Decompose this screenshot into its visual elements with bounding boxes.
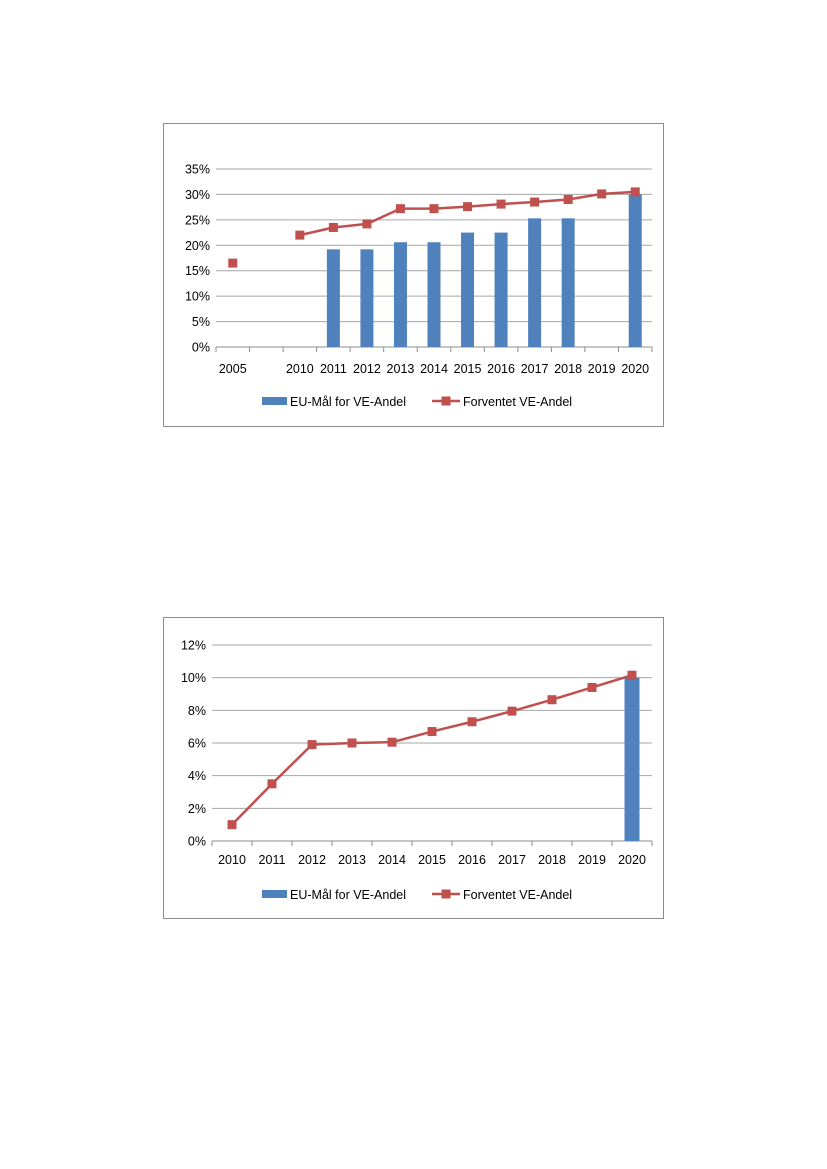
- line-point: [396, 204, 405, 213]
- x-tick-label: 2010: [285, 362, 314, 376]
- x-tick-label: 2015: [418, 853, 446, 867]
- x-tick-label: 2018: [538, 853, 566, 867]
- line-point: [588, 683, 597, 692]
- legend-bar-swatch: [262, 397, 287, 405]
- bar: [360, 249, 373, 347]
- legend-line-label: Forventet VE-Andel: [463, 888, 573, 902]
- x-tick-label: 2020: [618, 853, 646, 867]
- chart-2-svg: [164, 618, 663, 918]
- line-point: [530, 198, 539, 207]
- chart-expected-ve-share-transport: [163, 617, 664, 919]
- x-tick-label: 2011: [319, 362, 347, 376]
- y-tick-label: 20%: [184, 238, 210, 253]
- chart-expected-ve-share-total: [163, 123, 664, 427]
- x-tick-label: 2012: [298, 853, 326, 867]
- y-tick-label: 8%: [187, 703, 206, 718]
- x-tick-label: 2013: [386, 362, 415, 376]
- line-point: [228, 820, 237, 829]
- line-point: [348, 739, 357, 748]
- y-tick-label: 0%: [191, 340, 210, 355]
- x-tick-label: 2016: [487, 362, 515, 376]
- x-tick-label: 2014: [378, 853, 406, 867]
- series-line: [232, 675, 632, 824]
- y-tick-label: 2%: [187, 801, 206, 816]
- line-point: [597, 189, 606, 198]
- legend-line-label: Forventet VE-Andel: [463, 395, 573, 409]
- y-tick-label: 12%: [180, 638, 206, 653]
- line-point: [308, 740, 317, 749]
- x-tick-label: 2019: [587, 362, 616, 376]
- y-tick-label: 6%: [187, 736, 206, 751]
- line-point: [631, 187, 640, 196]
- legend-bar-swatch: [262, 890, 287, 898]
- line-point: [388, 738, 397, 747]
- x-tick-label: 2016: [458, 853, 486, 867]
- x-tick-label: 2010: [218, 853, 246, 867]
- x-tick-label: 2019: [578, 853, 606, 867]
- x-tick-label: 2017: [498, 853, 526, 867]
- y-tick-label: 4%: [187, 769, 206, 784]
- y-tick-label: 25%: [184, 213, 210, 228]
- x-tick-label: 2014: [420, 362, 448, 376]
- y-tick-label: 30%: [184, 187, 210, 202]
- y-tick-label: 15%: [184, 264, 210, 279]
- x-tick-label: 2005: [218, 362, 247, 376]
- y-tick-label: 5%: [191, 315, 210, 330]
- bar: [625, 678, 640, 841]
- bar: [562, 218, 575, 347]
- x-tick-label: 2011: [258, 853, 286, 867]
- bar: [428, 242, 441, 347]
- y-tick-label: 10%: [180, 671, 206, 686]
- x-tick-label: 2015: [453, 362, 482, 376]
- y-tick-label: 10%: [184, 289, 210, 304]
- line-point: [428, 727, 437, 736]
- x-tick-label: 2012: [353, 362, 381, 376]
- bar: [394, 242, 407, 347]
- chart-1-svg: [164, 124, 663, 426]
- bar: [629, 194, 642, 347]
- bar: [327, 249, 340, 347]
- line-point: [564, 195, 573, 204]
- line-point: [497, 200, 506, 209]
- x-tick-label: 2020: [621, 362, 650, 376]
- legend-line-marker: [442, 397, 451, 406]
- y-tick-label: 35%: [184, 162, 210, 177]
- x-tick-label: 2013: [338, 853, 366, 867]
- x-tick-label: 2018: [554, 362, 583, 376]
- legend-bar-label: EU-Mål for VE-Andel: [290, 395, 407, 409]
- bar: [495, 233, 508, 347]
- bar: [461, 233, 474, 347]
- series-line: [300, 192, 635, 235]
- line-point: [329, 223, 338, 232]
- line-point: [228, 259, 237, 268]
- line-point: [548, 695, 557, 704]
- line-point: [463, 202, 472, 211]
- legend-bar-label: EU-Mål for VE-Andel: [290, 888, 407, 902]
- line-point: [430, 204, 439, 213]
- line-point: [468, 717, 477, 726]
- legend-line-marker: [442, 890, 451, 899]
- x-tick-label: 2017: [520, 362, 549, 376]
- line-point: [508, 707, 517, 716]
- y-tick-label: 0%: [187, 834, 206, 849]
- line-point: [362, 219, 371, 228]
- bar: [528, 218, 541, 347]
- line-point: [295, 231, 304, 240]
- line-point: [268, 779, 277, 788]
- line-point: [628, 671, 637, 680]
